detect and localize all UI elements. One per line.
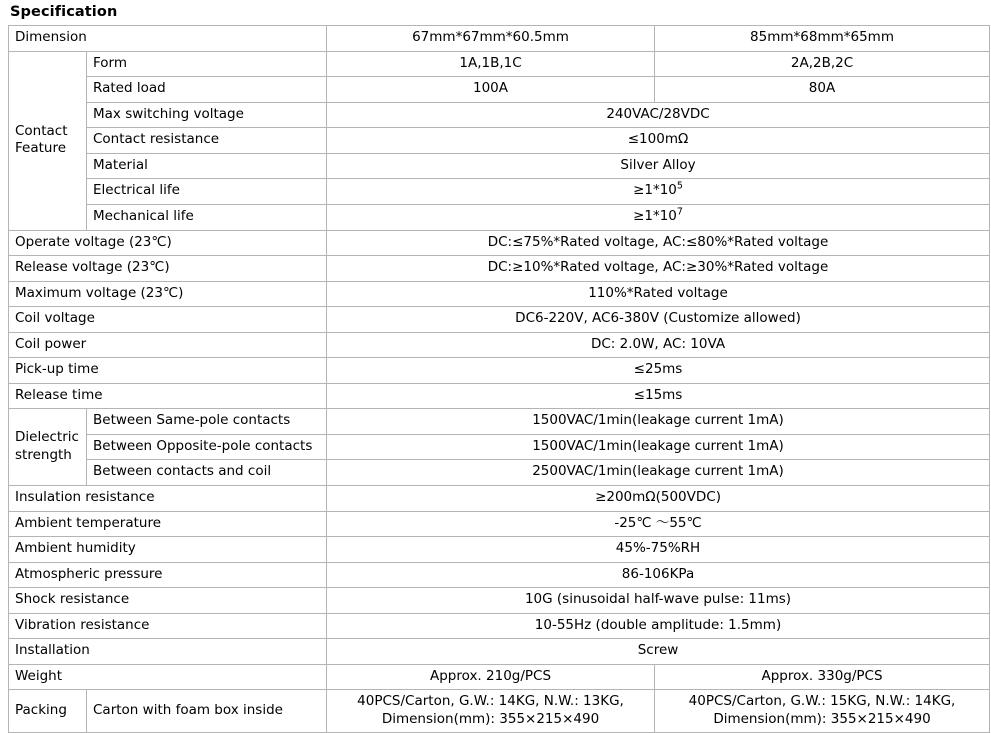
packing-model2-line1: 40PCS/Carton, G.W.: 15KG, N.W.: 14KG, [688, 693, 956, 710]
table-row [9, 664, 990, 690]
row-label-opposite-pole: Between Opposite-pole contacts [87, 434, 327, 460]
row-label-packing: Packing [9, 690, 87, 733]
specification-table [8, 25, 990, 733]
cell-pickup-time: ≤25ms [327, 358, 990, 384]
row-label-material: Material [87, 153, 327, 179]
row-label-vibration-resistance: Vibration resistance [9, 613, 327, 639]
cell-insulation-resistance: ≥200mΩ(500VDC) [327, 485, 990, 511]
table-row [9, 230, 990, 256]
table-row [9, 434, 990, 460]
row-label-electrical-life: Electrical life [87, 179, 327, 205]
row-group-label-contact-feature: Contact Feature [9, 51, 87, 230]
table-row [9, 639, 990, 665]
cell-vibration-resistance: 10-55Hz (double amplitude: 1.5mm) [327, 613, 990, 639]
row-label-pickup-time: Pick-up time [9, 358, 327, 384]
row-label-release-voltage: Release voltage (23℃) [9, 256, 327, 282]
row-label-installation: Installation [9, 639, 327, 665]
table-row [9, 153, 990, 179]
row-label-contact-resistance: Contact resistance [87, 128, 327, 154]
cell-packing-description: Carton with foam box inside [87, 690, 327, 733]
table-row [9, 383, 990, 409]
table-row [9, 460, 990, 486]
cell-maximum-voltage: 110%*Rated voltage [327, 281, 990, 307]
row-label-contacts-and-coil: Between contacts and coil [87, 460, 327, 486]
cell-rated-load-model2: 80A [655, 77, 990, 103]
row-group-label-dielectric-strength: Dielectric strength [9, 409, 87, 486]
cell-installation: Screw [327, 639, 990, 665]
row-label-release-time: Release time [9, 383, 327, 409]
table-row [9, 26, 990, 52]
cell-packing-model1 [327, 690, 655, 733]
cell-weight-model1: Approx. 210g/PCS [327, 664, 655, 690]
cell-release-time: ≤15ms [327, 383, 990, 409]
table-row [9, 179, 990, 205]
cell-dimension-model1: 67mm*67mm*60.5mm [327, 26, 655, 52]
row-label-dimension: Dimension [9, 26, 327, 52]
table-row [9, 511, 990, 537]
table-row [9, 588, 990, 614]
electrical-life-exponent: 5 [676, 180, 683, 192]
page-title: Specification [10, 4, 118, 20]
row-label-form: Form [87, 51, 327, 77]
cell-form-model2: 2A,2B,2C [655, 51, 990, 77]
cell-contact-resistance: ≤100mΩ [327, 128, 990, 154]
row-label-rated-load: Rated load [87, 77, 327, 103]
packing-model1-line2: Dimension(mm): 355×215×490 [381, 710, 600, 727]
electrical-life-base: ≥1*10 [633, 182, 677, 199]
cell-packing-model2 [655, 690, 990, 733]
table-row [9, 613, 990, 639]
table-row [9, 128, 990, 154]
mechanical-life-exponent: 7 [676, 206, 683, 218]
cell-material: Silver Alloy [327, 153, 990, 179]
cell-dimension-model2: 85mm*68mm*65mm [655, 26, 990, 52]
row-label-coil-power: Coil power [9, 332, 327, 358]
table-row [9, 358, 990, 384]
mechanical-life-base: ≥1*10 [633, 207, 677, 224]
packing-model2-line2: Dimension(mm): 355×215×490 [713, 710, 931, 727]
packing-model1-line1: 40PCS/Carton, G.W.: 14KG, N.W.: 13KG, [357, 693, 624, 710]
table-row [9, 307, 990, 333]
cell-form-model1: 1A,1B,1C [327, 51, 655, 77]
row-label-ambient-temperature: Ambient temperature [9, 511, 327, 537]
cell-same-pole: 1500VAC/1min(leakage current 1mA) [327, 409, 990, 435]
row-label-coil-voltage: Coil voltage [9, 307, 327, 333]
table-row [9, 256, 990, 282]
cell-release-voltage: DC:≥10%*Rated voltage, AC:≥30%*Rated voltage [327, 256, 990, 282]
table-row [9, 485, 990, 511]
table-row [9, 690, 990, 733]
table-row [9, 332, 990, 358]
cell-operate-voltage: DC:≤75%*Rated voltage, AC:≤80%*Rated voltage [327, 230, 990, 256]
cell-weight-model2: Approx. 330g/PCS [655, 664, 990, 690]
table-row [9, 204, 990, 230]
row-label-shock-resistance: Shock resistance [9, 588, 327, 614]
table-row [9, 562, 990, 588]
cell-ambient-temperature: -25℃ ～55℃ [327, 511, 990, 537]
table-row [9, 102, 990, 128]
row-label-operate-voltage: Operate voltage (23℃) [9, 230, 327, 256]
table-row [9, 77, 990, 103]
cell-coil-power: DC: 2.0W, AC: 10VA [327, 332, 990, 358]
cell-opposite-pole: 1500VAC/1min(leakage current 1mA) [327, 434, 990, 460]
row-label-weight: Weight [9, 664, 327, 690]
row-label-maximum-voltage: Maximum voltage (23℃) [9, 281, 327, 307]
table-row [9, 409, 990, 435]
table-row [9, 51, 990, 77]
row-label-max-switching-voltage: Max switching voltage [87, 102, 327, 128]
cell-shock-resistance: 10G (sinusoidal half-wave pulse: 11ms) [327, 588, 990, 614]
cell-electrical-life [327, 179, 990, 205]
table-row [9, 537, 990, 563]
row-label-same-pole: Between Same-pole contacts [87, 409, 327, 435]
cell-mechanical-life [327, 204, 990, 230]
cell-max-switching-voltage: 240VAC/28VDC [327, 102, 990, 128]
table-row [9, 281, 990, 307]
row-label-insulation-resistance: Insulation resistance [9, 485, 327, 511]
row-label-ambient-humidity: Ambient humidity [9, 537, 327, 563]
cell-ambient-humidity: 45%-75%RH [327, 537, 990, 563]
cell-rated-load-model1: 100A [327, 77, 655, 103]
row-label-atmospheric-pressure: Atmospheric pressure [9, 562, 327, 588]
cell-coil-voltage: DC6-220V, AC6-380V (Customize allowed) [327, 307, 990, 333]
cell-contacts-and-coil: 2500VAC/1min(leakage current 1mA) [327, 460, 990, 486]
cell-atmospheric-pressure: 86-106KPa [327, 562, 990, 588]
row-label-mechanical-life: Mechanical life [87, 204, 327, 230]
